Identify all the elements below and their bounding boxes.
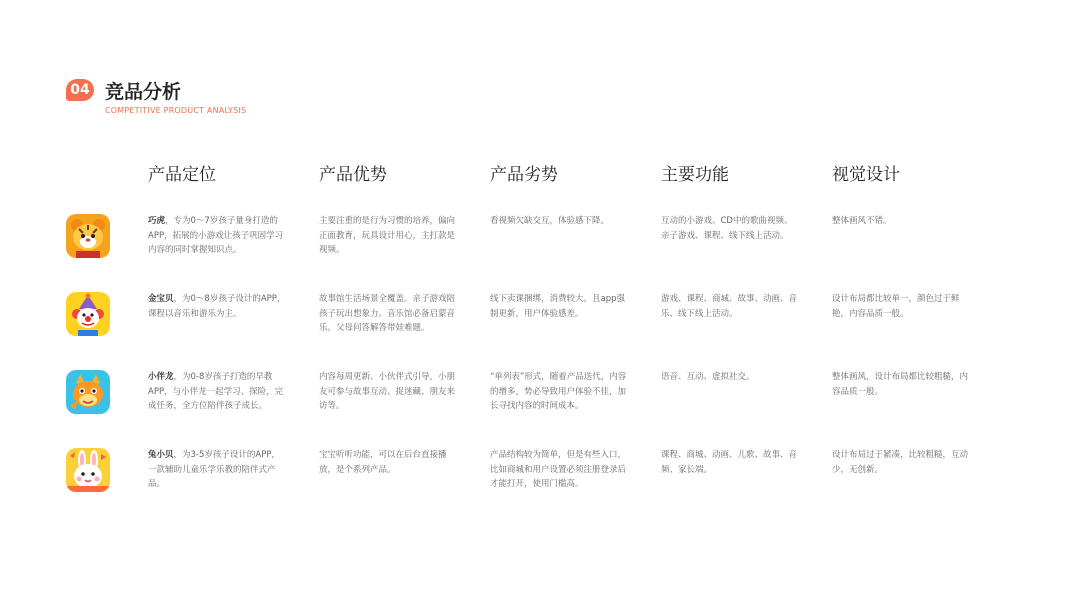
- positioning-text: 兔小贝，为3-5岁孩子设计的APP，一款辅助儿童乐学乐教的陪伴式产品。: [148, 450, 280, 489]
- column-header-visual: 视觉设计: [832, 165, 900, 185]
- rabbit-mascot-icon: [66, 448, 110, 492]
- visual-text: 设计布局都比较单一，颜色过于鲜艳，内容品质一般。: [832, 294, 960, 319]
- positioning-text: 巧虎，专为0～7岁孩子量身打造的APP，拓展的小游戏让孩子巩固学习内容的同时掌握知识点。: [148, 216, 284, 255]
- product-name: 兔小贝: [148, 450, 174, 460]
- features-text: 互动的小游戏、CD中的歌曲视频、亲子游戏、课程、线下线上活动。: [661, 216, 793, 241]
- section-number-badge: 04: [66, 79, 94, 101]
- dragon-mascot-icon: [66, 370, 110, 414]
- disadvantages-text: 看视频欠缺交互，体验感下降。: [490, 216, 610, 226]
- disadvantages-text: 产品结构较为简单，但是有些入口，比如商城和用户设置必须注册登录后才能打开，使用门槛高。: [490, 450, 627, 489]
- advantages-text: 主要注重的是行为习惯的培养，偏向正面教育，玩具设计用心，主打款是视频。: [319, 216, 456, 255]
- advantages-text: 内容每周更新、小伙伴式引导，小朋友可参与故事互动、捉迷藏、朋友来访等。: [319, 372, 456, 411]
- column-header-features: 主要功能: [661, 165, 729, 185]
- advantages-text: 故事馆生活场景全覆盖。亲子游戏陪孩子玩出想象力。音乐馆必备启蒙音乐。父母问答解答带娃难题。: [319, 294, 456, 333]
- features-text: 游戏、课程、商城、故事、动画、音乐、线下线上活动。: [661, 294, 798, 319]
- advantages-text: 宝宝听听功能，可以在后台直接播放，是个系列产品。: [319, 450, 447, 475]
- features-text: 语音、互动、虚拟社交。: [661, 372, 755, 382]
- visual-text: 设计布局过于紧凑，比较粗糙，互动少，无创新。: [832, 450, 969, 475]
- tiger-mascot-icon: [66, 214, 110, 258]
- column-header-positioning: 产品定位: [148, 165, 216, 185]
- positioning-text: 小伴龙，为0-8岁孩子打造的早教APP，与小伴龙一起学习、探险，完成任务，全方位陪伴孩子成长。: [148, 372, 284, 411]
- positioning-text: 金宝贝，为0～8岁孩子设计的APP，课程以音乐和游乐为主。: [148, 294, 286, 319]
- column-header-advantages: 产品优势: [319, 165, 387, 185]
- section-subtitle: COMPETITIVE PRODUCT ANALYSIS: [105, 106, 247, 115]
- product-name: 小伴龙: [148, 372, 174, 382]
- product-name: 金宝贝: [148, 294, 174, 304]
- disadvantages-text: “单列表”形式，随着产品迭代，内容的增多，势必导致用户体验不佳，加长寻找内容的时间成本。: [490, 372, 627, 411]
- product-name: 巧虎: [148, 216, 166, 226]
- column-header-disadvantages: 产品劣势: [490, 165, 558, 185]
- features-text: 课程、商城、动画、儿歌、故事、音频、家长端。: [661, 450, 798, 475]
- clown-mascot-icon: [66, 292, 110, 336]
- section-title: 竞品分析: [105, 81, 182, 103]
- visual-text: 整体画风，设计布局都比较粗糙，内容品质一般。: [832, 372, 969, 397]
- visual-text: 整体画风不错。: [832, 216, 892, 226]
- disadvantages-text: 线下卖课捆绑，消费较大。且app强制更新，用户体验感差。: [490, 294, 626, 319]
